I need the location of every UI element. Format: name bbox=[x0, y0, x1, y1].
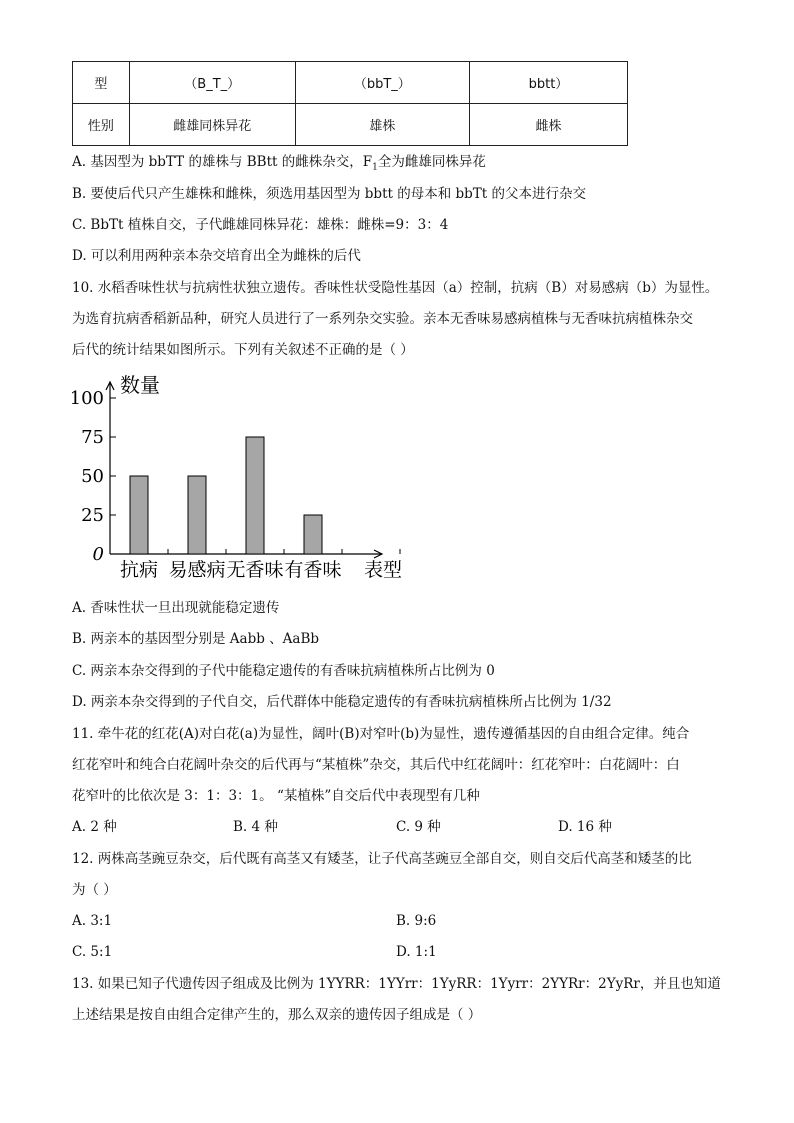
table-cell: （B_T_） bbox=[129, 62, 295, 104]
y-axis-label: 数量 bbox=[120, 373, 160, 397]
y-tick-label: 100 bbox=[72, 388, 104, 409]
q11-stem-line1: 11. 牵牛花的红花(A)对白花(a)为显性，阔叶(B)对窄叶(b)为显性，遗传遵循基因的自由组合定律。纯合 bbox=[72, 726, 690, 742]
phenotype-bar-chart bbox=[72, 368, 412, 588]
q10-stem-line2: 为选育抗病香稻新品种，研究人员进行了一系列杂交实验。亲本无香味易感病植株与无香味抗病植株杂交 bbox=[72, 311, 693, 327]
q13-stem-line2: 上述结果是按自由组合定律产生的，那么双亲的遗传因子组成是（ ） bbox=[72, 1007, 482, 1023]
q10-option-d: D. 两亲本杂交得到的子代自交，后代群体中能稳定遗传的有香味抗病植株所占比例为 1/32 bbox=[72, 694, 612, 710]
y-tick-label: 75 bbox=[81, 427, 104, 448]
bar-1 bbox=[130, 476, 148, 554]
q10-stem-line1: 10. 水稻香味性状与抗病性状独立遗传。香味性状受隐性基因（a）控制，抗病（B）对易感病（b）为显性。 bbox=[72, 280, 719, 296]
bar-3 bbox=[246, 437, 264, 554]
q12-stem-line2: 为（ ） bbox=[72, 882, 117, 898]
y-tick-label: 0 bbox=[92, 544, 104, 565]
q11-option-d: D. 16 种 bbox=[558, 819, 612, 835]
table-cell: 雌雄同株异花 bbox=[129, 104, 295, 146]
x-category-label: 有香味 bbox=[284, 559, 342, 581]
q12-option-b: B. 9:6 bbox=[396, 913, 437, 929]
x-category-label: 易感病 bbox=[168, 559, 226, 581]
q9-option-a bbox=[72, 153, 486, 177]
table-row bbox=[73, 104, 628, 146]
q13-stem-line1: 13. 如果已知子代遗传因子组成及比例为 1YYRR：1YYrr：1YyRR：1Yyrr：2YYRr：2YyRr，并且也知道 bbox=[72, 976, 721, 992]
q12-option-d: D. 1:1 bbox=[396, 944, 437, 960]
q9-option-b: B. 要使后代只产生雄株和雌株，须选用基因型为 bbtt 的母本和 bbTt 的父本进行杂交 bbox=[72, 186, 587, 202]
q12-option-c: C. 5:1 bbox=[72, 944, 113, 960]
table-row bbox=[73, 62, 628, 104]
bar-4 bbox=[304, 515, 322, 554]
q9-option-a-tail: 全为雌雄同株异花 bbox=[377, 154, 486, 170]
q10-stem-line3: 后代的统计结果如图所示。下列有关叙述不正确的是（ ） bbox=[72, 342, 414, 358]
q11-stem-line3: 花窄叶的比依次是 3：1：3：1。 “某植株”自交后代中表现型有几种 bbox=[72, 788, 480, 804]
q9-option-c: C. BbTt 植株自交，子代雌雄同株异花：雄株：雌株=9：3：4 bbox=[72, 217, 449, 233]
table-cell: bbtt） bbox=[469, 62, 627, 104]
table-cell: 雌株 bbox=[469, 104, 627, 146]
q9-option-d: D. 可以利用两种亲本杂交培育出全为雌株的后代 bbox=[72, 248, 361, 264]
genotype-sex-table bbox=[72, 61, 628, 146]
x-axis-label: 表型 bbox=[364, 559, 403, 581]
bar-2 bbox=[188, 476, 206, 554]
x-category-label: 抗病 bbox=[119, 559, 159, 581]
q11-stem-line2: 红花窄叶和纯合白花阔叶杂交的后代再与“某植株”杂交，其后代中红花阔叶：红花窄叶：白花阔叶：白 bbox=[72, 757, 680, 773]
q12-option-a: A. 3:1 bbox=[72, 913, 113, 929]
q9-option-a-text: A. 基因型为 bbTT 的雄株与 BBtt 的雌株杂交，F bbox=[72, 154, 373, 170]
table-cell: 性别 bbox=[73, 104, 130, 146]
x-category-label: 无香味 bbox=[226, 559, 284, 581]
table-cell: 型 bbox=[73, 62, 130, 104]
table-cell: 雄株 bbox=[295, 104, 469, 146]
q11-option-b: B. 4 种 bbox=[233, 819, 278, 835]
q9-option-a-subscript: 1 bbox=[372, 162, 378, 173]
q10-option-b: B. 两亲本的基因型分别是 Aabb 、AaBb bbox=[72, 631, 320, 647]
q12-stem-line1: 12. 两株高茎豌豆杂交，后代既有高茎又有矮茎，让子代高茎豌豆全部自交，则自交后代高茎和矮茎的比 bbox=[72, 851, 692, 867]
y-tick-label: 50 bbox=[81, 466, 104, 487]
q11-option-c: C. 9 种 bbox=[396, 819, 441, 835]
y-tick-label: 25 bbox=[81, 505, 104, 526]
bar-chart-svg bbox=[72, 368, 412, 588]
q10-option-a: A. 香味性状一旦出现就能稳定遗传 bbox=[72, 600, 280, 616]
table-cell: （bbT_） bbox=[295, 62, 469, 104]
q11-option-a: A. 2 种 bbox=[72, 819, 117, 835]
q10-option-c: C. 两亲本杂交得到的子代中能稳定遗传的有香味抗病植株所占比例为 0 bbox=[72, 663, 495, 679]
